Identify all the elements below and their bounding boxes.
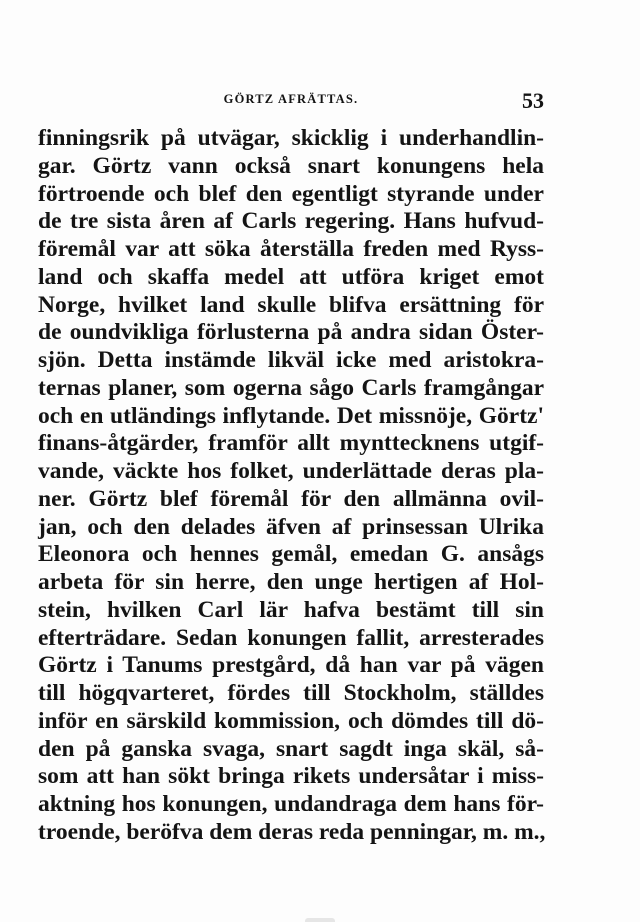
text-line: som att han sökt bringa rikets undersåtar i miss- [38,763,544,790]
text-line: de tre sista åren af Carls regering. Hans hufvud- [38,208,544,235]
text-line: föremål var att söka återställa freden med Ryss- [38,236,544,262]
text-line: Görtz i Tanums prestgård, då han var på vägen [38,652,544,679]
text-line: Norge, hvilket land skulle blifva ersättning för [38,291,544,318]
text-line: gar. Görtz vann också snart konungens hela [38,152,544,179]
text-line: förtroende och blef den egentligt styrande under [38,180,544,207]
text-line: finningsrik på utvägar, skicklig i underhandlin- [38,125,544,151]
text-line: arbeta för sin herre, den unge hertigen af Hol- [38,569,544,595]
scan-artifact [305,918,335,922]
text-line: till högqvarteret, fördes till Stockholm, ställdes [38,680,544,706]
text-line: aktning hos konungen, undandraga dem hans för- [38,791,544,817]
text-line: ternas planer, som ogerna sågo Carls framgångar [38,374,544,401]
text-line: jan, och den delades äfven af prinsessan Ulrika [38,513,544,540]
text-line: inför en särskild kommission, och dömdes till dö- [38,707,544,734]
text-line: de oundvikliga förlusterna på andra sidan Öster- [38,319,544,346]
text-line: Eleonora och hennes gemål, emedan G. ansågs [38,541,544,568]
text-line: och en utländings inflytande. Det missnöje, Görtz' [38,402,544,429]
text-line: troende, beröfva dem deras reda penningar, m. m., [38,818,546,845]
text-line: efterträdare. Sedan konungen fallit, arresterades [38,624,544,651]
running-head [38,88,544,112]
running-title: GÖRTZ AFRÄTTAS. [223,92,359,106]
page-number: 53 [522,88,544,113]
body-text [38,125,544,847]
text-line: land och skaffa medel att utföra kriget emot [38,263,544,290]
text-line: sjön. Detta instämde likväl icke med aristokra- [38,347,544,373]
text-line: den på ganska svaga, snart sagdt inga skäl, så- [38,735,544,762]
text-line: stein, hvilken Carl lär hafva bestämt till sin [38,596,544,623]
text-line: ner. Görtz blef föremål för den allmänna ovil- [38,485,544,512]
text-line: finans-åtgärder, framför allt mynttecknens utgif- [38,430,544,457]
text-line: vande, väckte hos folket, underlättade deras pla- [38,458,544,484]
